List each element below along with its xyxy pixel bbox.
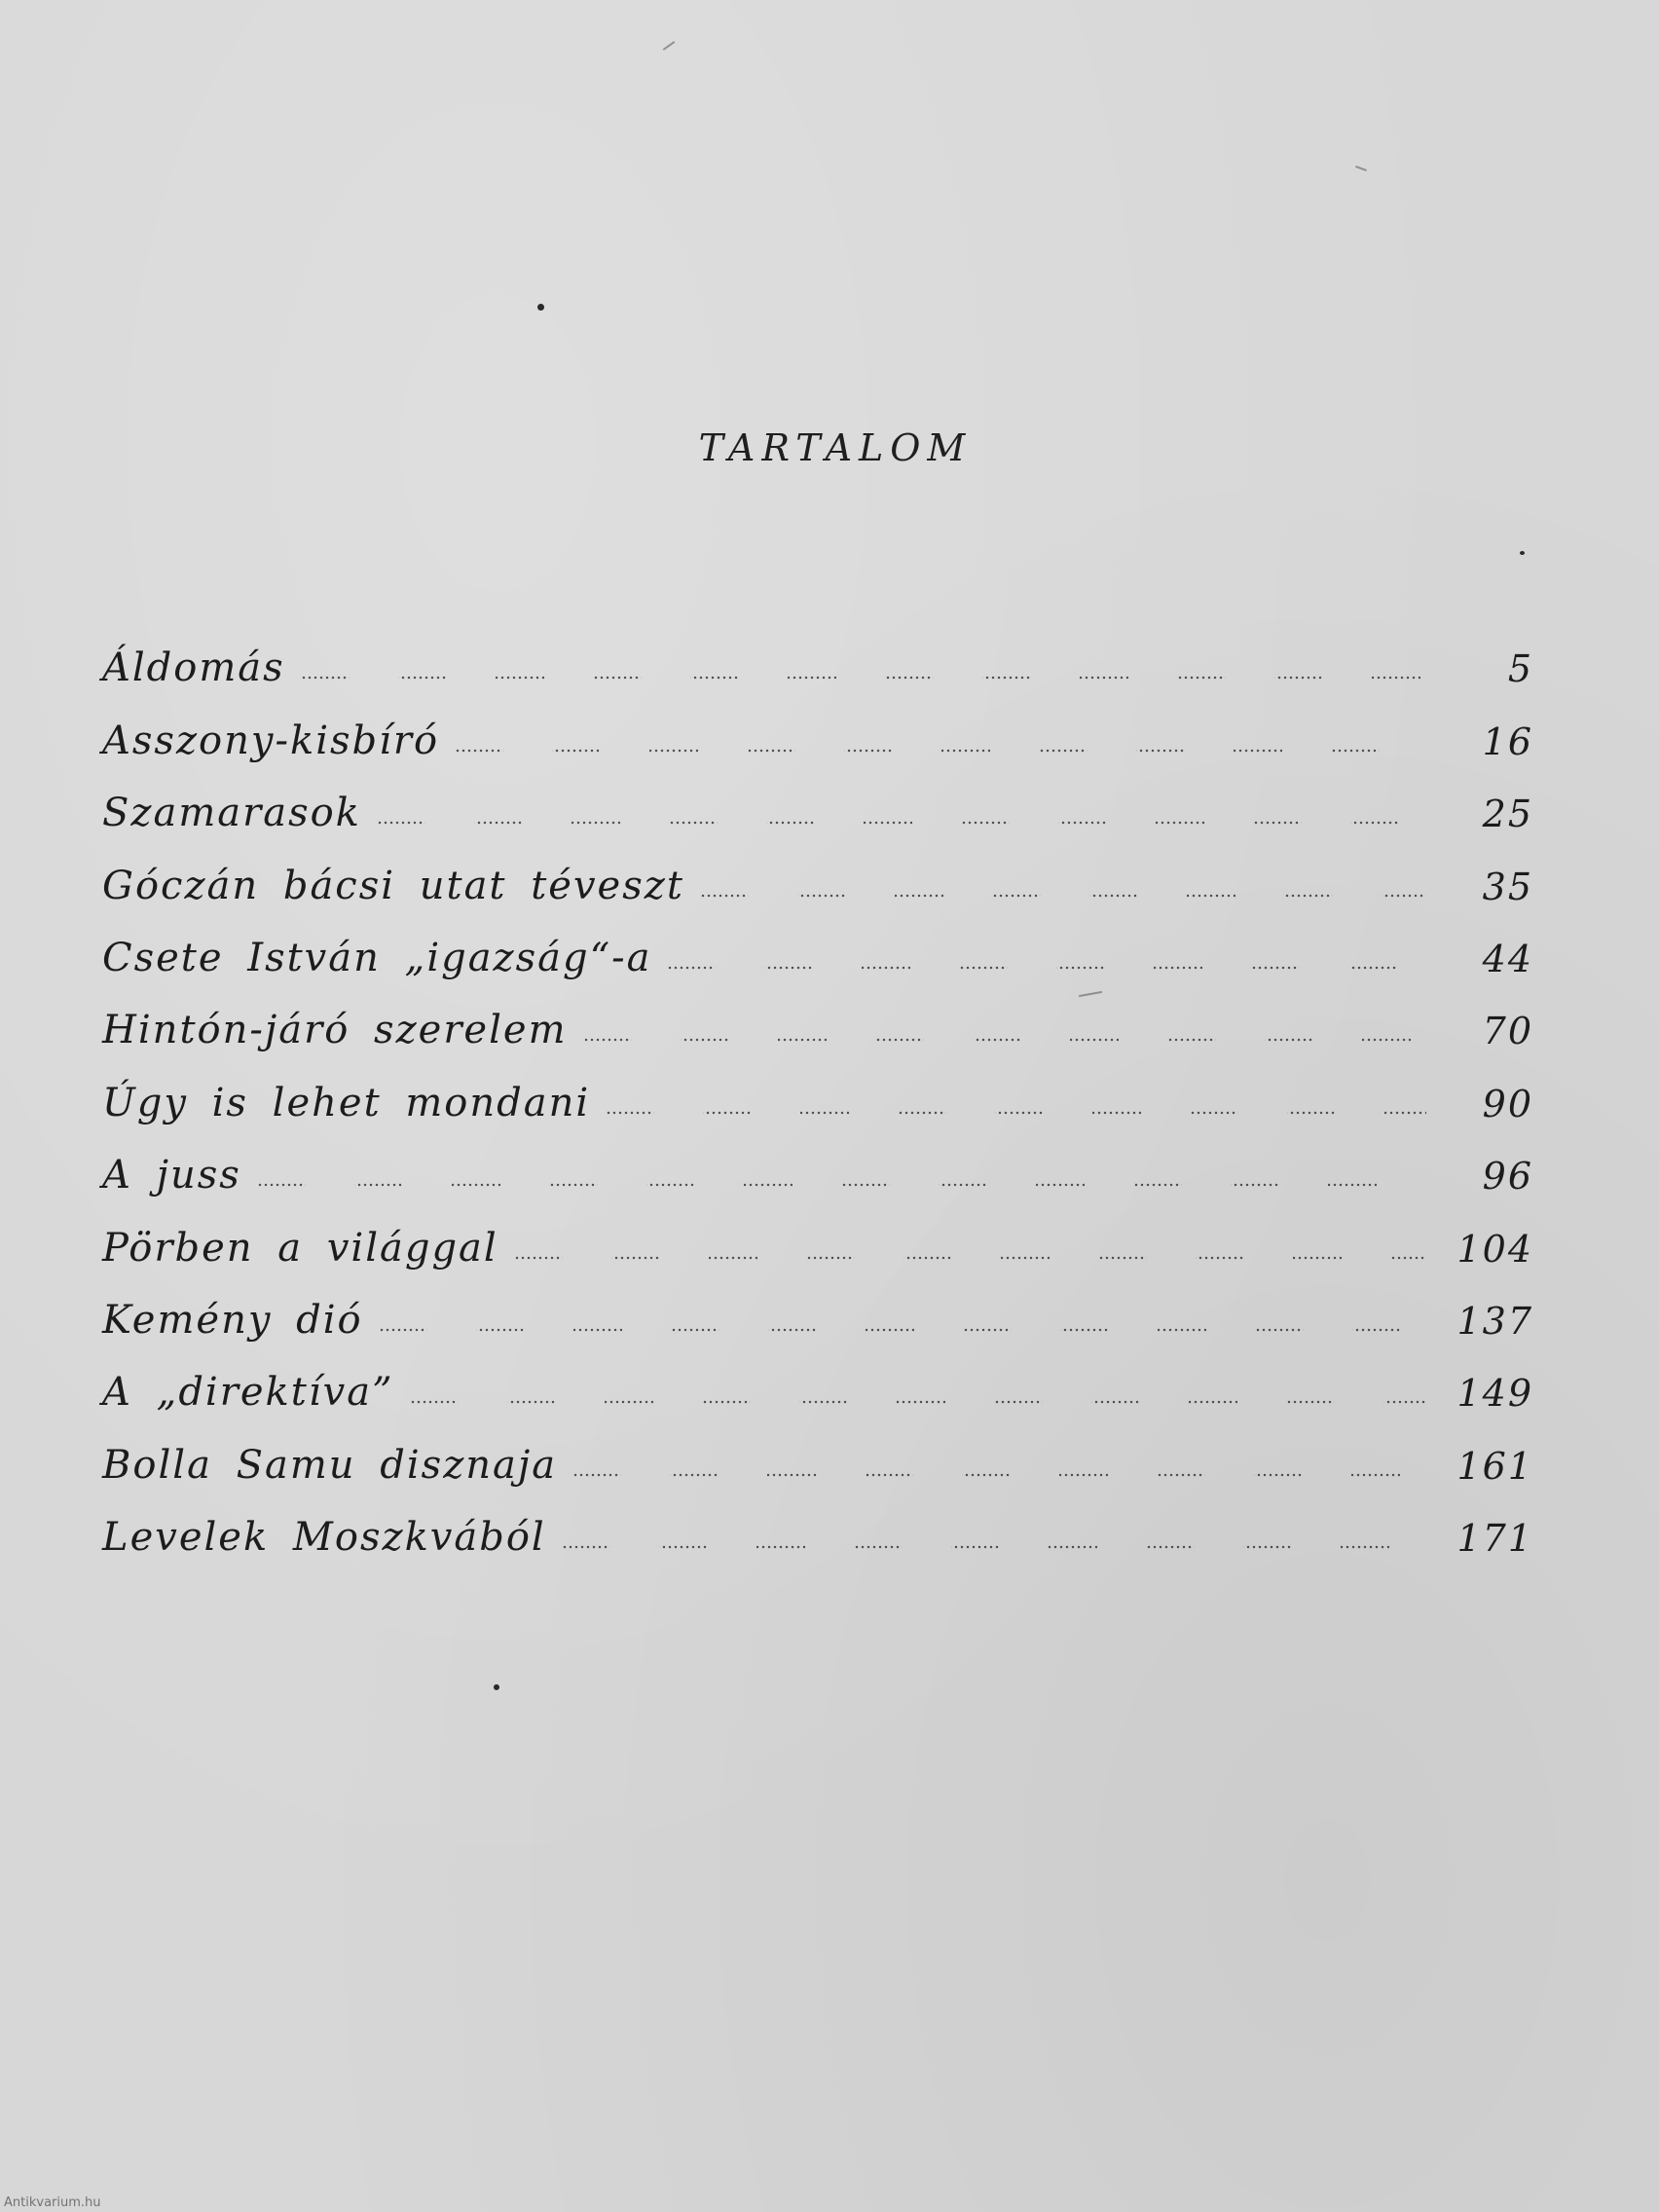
toc-entry xyxy=(102,1275,1533,1347)
toc-entry-page: 70 xyxy=(1482,1010,1533,1053)
toc-entry-page: 149 xyxy=(1456,1372,1533,1416)
toc-entry-page: 25 xyxy=(1482,793,1533,836)
dot-leader xyxy=(257,1183,1426,1187)
toc-entry xyxy=(102,985,1533,1057)
toc-entry-title: Áldomás xyxy=(102,645,285,691)
toc-entry-title: Kemény dió xyxy=(102,1297,363,1343)
dot-leader xyxy=(377,821,1426,825)
toc-entry-title: A juss xyxy=(102,1153,241,1198)
toc-entry-page: 44 xyxy=(1482,937,1533,980)
paper-speck xyxy=(1520,551,1525,555)
toc-entry xyxy=(102,1493,1533,1565)
toc-entry xyxy=(102,1057,1533,1129)
table-of-contents xyxy=(102,623,1533,1565)
toc-entry-title: Hintón-járó szerelem xyxy=(102,1008,568,1053)
toc-entry-page: 96 xyxy=(1482,1155,1533,1198)
toc-entry-page: 90 xyxy=(1482,1082,1533,1125)
toc-entry-title: Bolla Samu disznaja xyxy=(102,1442,558,1488)
dot-leader xyxy=(514,1256,1426,1260)
dot-leader xyxy=(379,1328,1426,1332)
toc-entry-title: Úgy is lehet mondani xyxy=(102,1080,591,1125)
toc-entry-title: Asszony-kisbíró xyxy=(102,718,440,763)
dot-leader xyxy=(301,676,1426,680)
toc-entry-title: Csete István „igazság“-a xyxy=(102,935,652,980)
contents-heading: TARTALOM xyxy=(698,426,973,469)
site-watermark: Antikvarium.hu xyxy=(4,2195,101,2210)
dot-leader xyxy=(667,966,1426,970)
paper-scratch xyxy=(1355,166,1367,171)
toc-entry-title: A „direktíva” xyxy=(102,1370,394,1416)
toc-entry-page: 104 xyxy=(1456,1227,1533,1271)
toc-entry-page: 5 xyxy=(1507,647,1533,691)
toc-entry-title: Szamarasok xyxy=(102,791,361,836)
dot-leader xyxy=(700,894,1426,898)
dot-leader xyxy=(410,1400,1426,1404)
dot-leader xyxy=(583,1038,1427,1042)
dot-leader xyxy=(572,1473,1426,1477)
toc-entry xyxy=(102,1130,1533,1202)
toc-entry-page: 16 xyxy=(1482,719,1533,763)
toc-entry-page: 161 xyxy=(1456,1444,1533,1488)
toc-entry xyxy=(102,768,1533,840)
toc-entry xyxy=(102,1202,1533,1274)
toc-entry xyxy=(102,840,1533,912)
dot-leader xyxy=(606,1111,1426,1115)
paper-speck xyxy=(494,1684,499,1690)
paper-scratch xyxy=(663,41,676,51)
toc-entry xyxy=(102,1419,1533,1492)
paper-speck xyxy=(537,304,544,311)
dot-leader xyxy=(562,1545,1426,1549)
toc-entry xyxy=(102,623,1533,695)
toc-entry xyxy=(102,1347,1533,1419)
toc-entry-title: Levelek Moszkvából xyxy=(102,1515,546,1561)
dot-leader xyxy=(455,749,1426,753)
toc-entry-page: 35 xyxy=(1482,865,1533,908)
toc-entry xyxy=(102,695,1533,767)
toc-entry xyxy=(102,913,1533,985)
toc-entry-title: Góczán bácsi utat téveszt xyxy=(102,863,684,908)
toc-entry-page: 137 xyxy=(1456,1299,1533,1343)
toc-entry-title: Pörben a világgal xyxy=(102,1225,498,1271)
toc-entry-page: 171 xyxy=(1456,1517,1533,1561)
